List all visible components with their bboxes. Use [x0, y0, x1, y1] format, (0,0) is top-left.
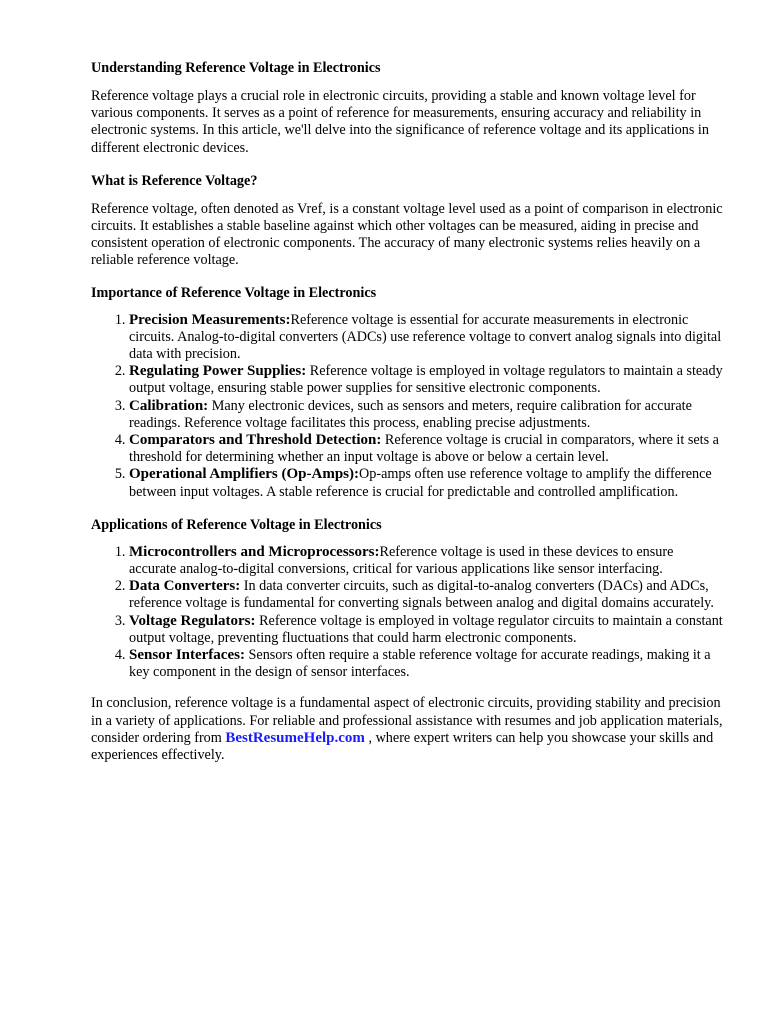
conclusion-text-before: In conclusion, reference voltage is a fundamental aspect of electronic circuits, providing stability and precision in a variety of applications. For reliable and professional assistance with resumes and job application materials, consider ordering from: [91, 695, 723, 746]
list-item-text: Op-amps often use reference voltage to amplify the difference between input voltages. A stable reference is crucial for predictable and controlled amplification.: [129, 466, 712, 500]
list-item-term: Regulating Power Supplies:: [129, 363, 307, 380]
list-item-term: Precision Measurements:: [129, 311, 291, 328]
list-item: [129, 544, 723, 578]
list-item-text: Reference voltage is crucial in comparators, where it sets a threshold for determining whether an input voltage is above or below a certain level.: [129, 432, 719, 466]
conclusion-text-after: , where expert writers can help you showcase your skills and experiences effectively.: [91, 729, 714, 764]
importance-heading: Importance of Reference Voltage in Electronics: [91, 284, 377, 301]
list-item: [129, 312, 723, 364]
list-item-term: Voltage Regulators:: [129, 612, 256, 629]
list-item: [129, 432, 723, 466]
list-item-text: Reference voltage is essential for accurate measurements in electronic circuits. Analog-to-digital converters (ADCs) use reference voltage to convert analog signals into digital data with precision.: [129, 311, 722, 363]
document-page: [91, 58, 723, 764]
list-item-text: Sensors often require a stable reference voltage for accurate readings, making it a key component in the design of sensor interfaces.: [129, 647, 711, 681]
list-item-term: Operational Amplifiers (Op-Amps):: [129, 466, 359, 483]
list-item-text: Many electronic devices, such as sensors and meters, require calibration for accurate readings. Reference voltage facilitates this process, enabling precise adjustments.: [129, 397, 692, 431]
list-item: [129, 647, 723, 681]
applications-heading: Applications of Reference Voltage in Electronics: [91, 516, 382, 533]
applications-list: [91, 544, 723, 682]
list-item-text: Reference voltage is employed in voltage regulator circuits to maintain a constant output voltage, preventing fluctuations that could harm electronic components.: [129, 612, 723, 646]
list-item-term: Calibration:: [129, 397, 209, 414]
list-item: [129, 398, 723, 432]
list-item-term: Data Converters:: [129, 578, 241, 595]
conclusion-paragraph: [91, 695, 723, 764]
list-item-term: Sensor Interfaces:: [129, 647, 245, 664]
importance-list: [91, 312, 723, 501]
intro-paragraph: Reference voltage plays a crucial role in electronic circuits, providing a stable and known voltage level for various components. It serves as a point of reference for measurements, ensuring accuracy and reliability in electronic systems. In this article, we'll delve into the significance of reference voltage and its applications in different electronic devices.: [91, 88, 709, 156]
list-item-term: Comparators and Threshold Detection:: [129, 432, 382, 449]
list-item-term: Microcontrollers and Microprocessors:: [129, 543, 380, 560]
bestresumehelp-link[interactable]: BestResumeHelp.com: [225, 729, 365, 746]
list-item-text: Reference voltage is employed in voltage regulators to maintain a steady output voltage, ensuring stable power supplies for sensitive electronic components.: [129, 363, 723, 397]
list-item: [129, 363, 723, 397]
list-item: [129, 578, 723, 612]
list-item: [129, 466, 723, 500]
what-heading: What is Reference Voltage?: [91, 172, 258, 189]
what-paragraph: Reference voltage, often denoted as Vref, is a constant voltage level used as a point of comparison in electronic circuits. It establishes a stable baseline against which other voltages can be measured, aiding in precise and consistent operation of electronic components. The accuracy of many electronic systems relies heavily on a reliable reference voltage.: [91, 200, 723, 269]
document-title: Understanding Reference Voltage in Electronics: [91, 60, 381, 76]
list-item-text: In data converter circuits, such as digital-to-analog converters (DACs) and ADCs, reference voltage is fundamental for converting signals between analog and digital domains accurately.: [129, 578, 714, 612]
list-item-text: Reference voltage is used in these devices to ensure accurate analog-to-digital conversions, critical for various applications like sensor interfacing.: [129, 543, 674, 578]
list-item: [129, 613, 723, 647]
